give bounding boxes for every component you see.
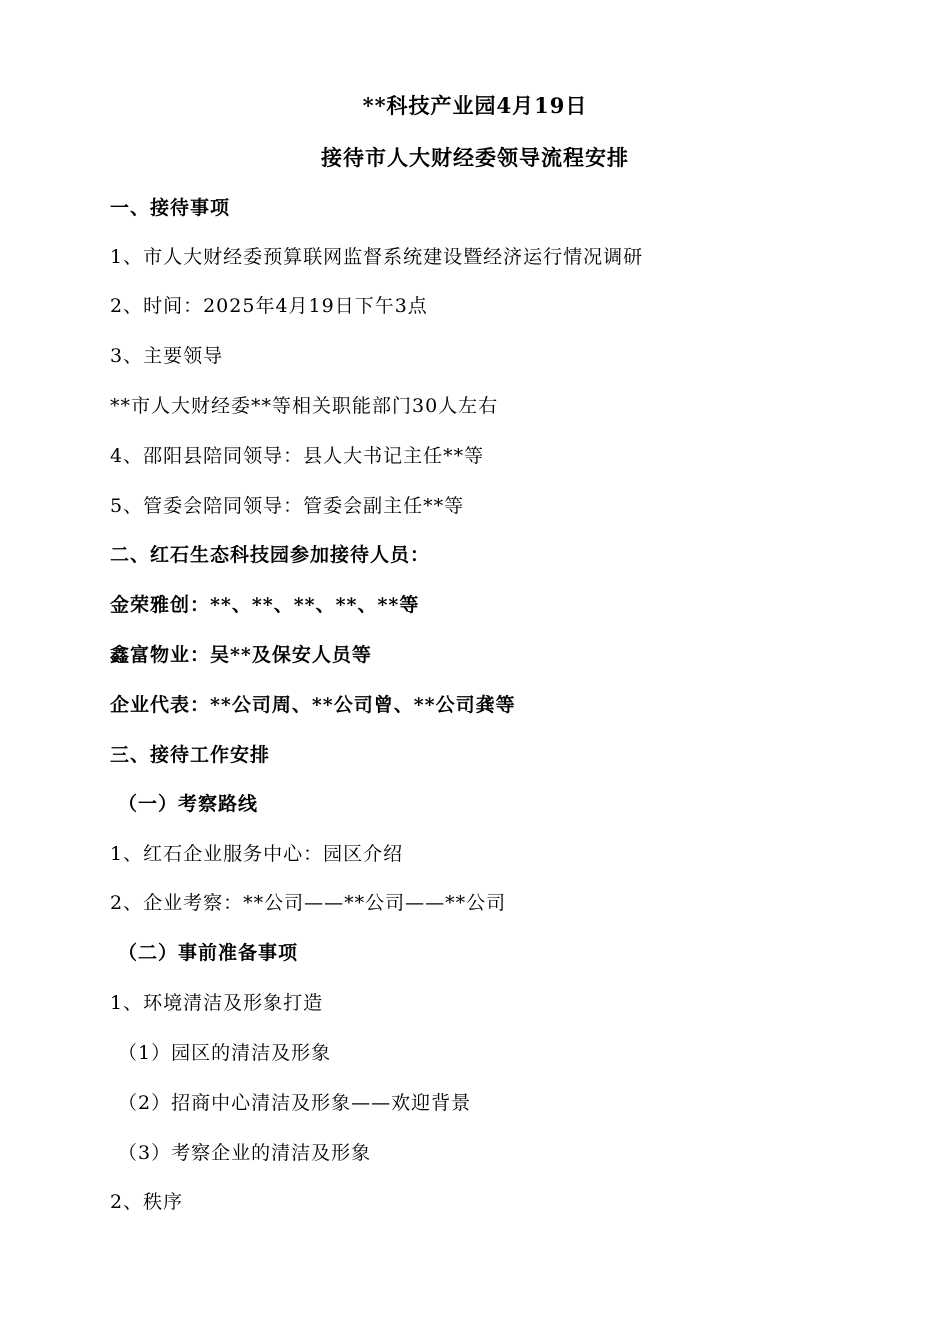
preparation-subitem-1: （1）园区的清洁及形象 bbox=[118, 1042, 332, 1064]
reception-item-4: 4、邵阳县陪同领导：县人大书记主任**等 bbox=[110, 445, 485, 467]
reception-item-2: 2、时间：2025年4月19日下午3点 bbox=[110, 295, 428, 317]
reception-item-1: 1、市人大财经委预算联网监督系统建设暨经济运行情况调研 bbox=[110, 246, 644, 268]
staff-item-3: 企业代表：**公司周、**公司曾、**公司龚等 bbox=[110, 694, 516, 716]
reception-item-3: 3、主要领导 bbox=[110, 345, 224, 367]
route-item-1: 1、红石企业服务中心：园区介绍 bbox=[110, 843, 404, 865]
route-item-2: 2、企业考察：**公司——**公司——**公司 bbox=[110, 892, 507, 914]
reception-item-3-detail: **市人大财经委**等相关职能部门30人左右 bbox=[110, 395, 499, 417]
subsection-heading-preparation: （二）事前准备事项 bbox=[118, 942, 299, 964]
section-heading-work-arrangement: 三、接待工作安排 bbox=[110, 744, 271, 766]
preparation-item-1: 1、环境清洁及形象打造 bbox=[110, 992, 324, 1014]
section-heading-reception-staff: 二、红石生态科技园参加接待人员： bbox=[110, 544, 431, 566]
staff-item-1: 金荣雅创：**、**、**、**、**等 bbox=[110, 594, 420, 616]
preparation-item-2: 2、秩序 bbox=[110, 1191, 184, 1213]
section-heading-reception-matters: 一、接待事项 bbox=[110, 197, 231, 219]
reception-item-5: 5、管委会陪同领导：管委会副主任**等 bbox=[110, 495, 465, 517]
preparation-subitem-3: （3）考察企业的清洁及形象 bbox=[118, 1142, 372, 1164]
document-title-line-1: **科技产业园4月19日 bbox=[362, 93, 588, 118]
subsection-heading-inspection-route: （一）考察路线 bbox=[118, 793, 259, 815]
staff-item-2: 鑫富物业：吴**及保安人员等 bbox=[110, 644, 372, 666]
document-title-line-2: 接待市人大财经委领导流程安排 bbox=[321, 145, 629, 170]
preparation-subitem-2: （2）招商中心清洁及形象——欢迎背景 bbox=[118, 1092, 472, 1114]
